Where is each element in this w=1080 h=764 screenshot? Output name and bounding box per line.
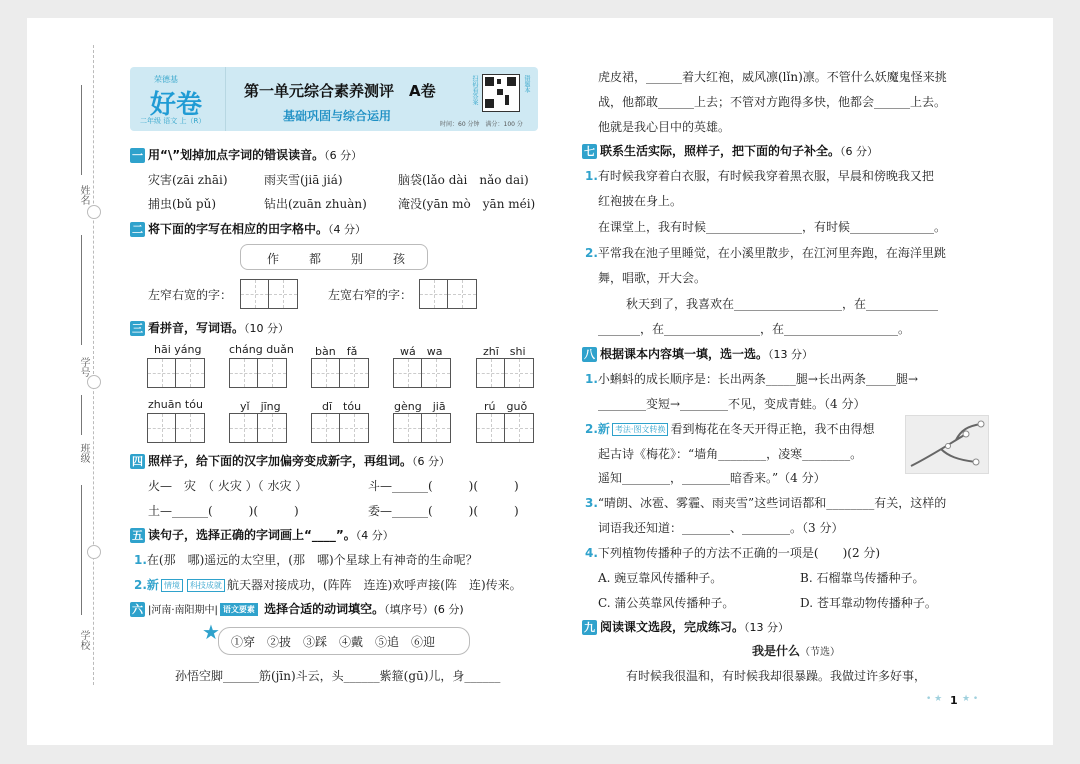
pinyin: zhī shi bbox=[483, 345, 526, 358]
answer-grid[interactable] bbox=[147, 358, 205, 388]
q8-item[interactable]: 起古诗《梅花》：“墙角________，凌寒________。 bbox=[598, 447, 863, 461]
q1-item: 钻出(zuān zhuàn) bbox=[264, 197, 367, 211]
name-label: 姓名 bbox=[78, 185, 89, 205]
q4-line: 委—______( )( ) bbox=[368, 504, 519, 518]
q6-text: 孙悟空脚______筋(jīn)斗云，头______紫箍(gū)儿，身______ bbox=[175, 669, 501, 683]
q2-char-box: 作 都 别 孩 bbox=[240, 244, 428, 270]
q1-heading: 一 用“\”划掉加点字词的错误读音。（6 分） bbox=[132, 148, 363, 162]
answer-grid[interactable] bbox=[311, 358, 369, 388]
page-deco: • ★ bbox=[926, 694, 943, 704]
q3-heading: 三 看拼音，写词语。（10 分） bbox=[132, 321, 290, 335]
q7-text: 舞，唱歌，开大会。 bbox=[598, 271, 707, 285]
q4-line: 火— 灾 （ 火灾 ）（ 水灾 ） bbox=[148, 479, 308, 493]
q7-fill[interactable]: 秋天到了，我喜欢在__________________，在____________ bbox=[626, 297, 939, 311]
q7-text: 红袍披在身上。 bbox=[598, 194, 683, 208]
q8-item[interactable]: 词语我还知道：________、________。（3 分） bbox=[598, 521, 844, 535]
pinyin: gèng jiā bbox=[394, 400, 446, 413]
q6-continued: 他就是我心目中的英雄。 bbox=[598, 120, 731, 134]
q7-heading: 七 联系生活实际，照样子，把下面的句子补全。（6 分） bbox=[584, 144, 879, 158]
q6-word-bank: ①穿 ②披 ③踩 ④戴 ⑤追 ⑥迎 bbox=[218, 627, 470, 655]
q2-grid-a[interactable] bbox=[240, 279, 298, 309]
school-label: 学校 bbox=[78, 630, 89, 650]
q1-item: 脑袋(lǎo dài nǎo dai) bbox=[398, 173, 529, 187]
q8-item[interactable]: 4.下列植物传播种子的方法不正确的一项是( )(2 分) bbox=[585, 546, 881, 560]
q8-option-b[interactable]: B. 石榴靠鸟传播种子。 bbox=[800, 571, 925, 585]
q8-item[interactable]: ________变短→________不见，变成青蛙。（4 分） bbox=[598, 397, 866, 411]
q8-option-c[interactable]: C. 蒲公英靠风传播种子。 bbox=[598, 596, 735, 610]
q8-item[interactable]: 遥知________，________暗香来。”（4 分） bbox=[598, 471, 826, 485]
passage-title: 我是什么（节选） bbox=[752, 644, 841, 658]
q1-item: 捕虫(bǔ pǔ) bbox=[148, 197, 216, 211]
qr-code-icon[interactable] bbox=[482, 74, 520, 112]
q5-heading: 五 读句子，选择正确的字词画上“____”。（4 分） bbox=[132, 528, 394, 542]
answer-grid[interactable] bbox=[393, 358, 451, 388]
pinyin: dī tóu bbox=[322, 400, 362, 413]
q8-item[interactable]: 1.小蝌蚪的成长顺序是：长出两条_____腿→长出两条_____腿→ bbox=[585, 372, 919, 386]
passage-text: 有时候我很温和，有时候我却很暴躁。我做过许多好事， bbox=[626, 669, 927, 683]
answer-grid[interactable] bbox=[476, 413, 534, 443]
q8-heading: 八 根据课本内容填一填，选一选。（13 分） bbox=[584, 347, 814, 361]
exam-title: 第一单元综合素养测评 A卷 bbox=[244, 82, 436, 100]
star-icon: ★ bbox=[202, 620, 220, 644]
q6-heading: 六 |河南·南阳期中| 语文要素 选择合适的动词填空。（填序号）(6 分) bbox=[132, 602, 464, 616]
brand-logo: 荣德基 好卷 二年级 语文 上（R） bbox=[130, 67, 226, 131]
exam-subtitle: 基础巩固与综合运用 bbox=[283, 109, 392, 123]
exam-header: 荣德基 好卷 二年级 语文 上（R） 第一单元综合素养测评 A卷 基础巩固与综合运用 扫码看答案 错题本 时间：60 分钟 满分：100 分 bbox=[130, 67, 538, 131]
pinyin: cháng duǎn bbox=[229, 343, 294, 356]
pinyin: wá wa bbox=[400, 345, 443, 358]
answer-grid[interactable] bbox=[311, 413, 369, 443]
q8-item[interactable]: 3.“晴朗、冰雹、雾霾、雨夹雪”这些词语都和________有关，这样的 bbox=[585, 496, 947, 510]
q5-sentence-1: 1.在(那 哪)遥远的太空里，(那 哪)个星球上有神奇的生命呢？ bbox=[134, 553, 478, 567]
pinyin: hāi yáng bbox=[154, 343, 202, 356]
pinyin: yǐ jīng bbox=[240, 400, 281, 413]
q9-heading: 九 阅读课文选段，完成练习。（13 分） bbox=[584, 620, 790, 634]
q2-heading: 二 将下面的字写在相应的田字格中。（4 分） bbox=[132, 222, 367, 236]
q6-continued: 虎皮裙，______着大红袍，威风凛(lǐn)凛。不管什么妖魔鬼怪来挑 bbox=[598, 70, 947, 84]
student-id-label: 学号 bbox=[78, 357, 89, 377]
q6-continued: 战，他都敢______上去；不管对方跑得多快，他都会______上去。 bbox=[598, 95, 947, 109]
q2-label-b: 左宽右窄的字： bbox=[328, 288, 413, 302]
plum-blossom-image bbox=[905, 415, 989, 474]
q7-text: 2.平常我在池子里睡觉，在小溪里散步，在江河里奔跑，在海洋里跳 bbox=[585, 246, 946, 260]
q5-sentence-2: 2.新 情境 科技成就 航天器对接成功，(阵阵 连连)欢呼声接(阵 连)传来。 bbox=[134, 578, 522, 592]
q7-fill[interactable]: _______，在________________，在___________________。 bbox=[598, 322, 911, 336]
q8-option-a[interactable]: A. 豌豆靠风传播种子。 bbox=[598, 571, 723, 585]
q8-option-d[interactable]: D. 苍耳靠动物传播种子。 bbox=[800, 596, 937, 610]
q7-fill[interactable]: 在课堂上，我有时候________________，有时候______________。 bbox=[598, 220, 947, 234]
q8-item[interactable]: 2.新 考法·图文转换 看到梅花在冬天开得正艳，我不由得想 bbox=[585, 422, 875, 436]
q4-heading: 四 照样子，给下面的汉字加偏旁变成新字，再组词。（6 分） bbox=[132, 454, 451, 468]
q4-line: 土—______( )( ) bbox=[148, 504, 299, 518]
pinyin: bàn fǎ bbox=[315, 345, 358, 358]
exam-meta: 时间：60 分钟 满分：100 分 bbox=[440, 121, 523, 128]
q4-line: 斗—______( )( ) bbox=[368, 479, 519, 493]
pinyin: zhuān tóu bbox=[148, 398, 203, 411]
page-deco: ★ • bbox=[962, 694, 979, 704]
class-label: 班级 bbox=[78, 443, 89, 463]
q7-text: 1.有时候我穿着白衣服，有时候我穿着黑衣服，早晨和傍晚我又把 bbox=[585, 169, 934, 183]
q2-grid-b[interactable] bbox=[419, 279, 477, 309]
q1-item: 灾害(zāi zhāi) bbox=[148, 173, 228, 187]
answer-grid[interactable] bbox=[147, 413, 205, 443]
q1-item: 雨夹雪(jiā jiá) bbox=[264, 173, 343, 187]
q1-item: 淹没(yān mò yān méi) bbox=[398, 197, 536, 211]
pinyin: rú guǒ bbox=[484, 400, 528, 413]
page-number: 1 bbox=[950, 694, 958, 707]
binding-strip bbox=[70, 45, 120, 685]
answer-grid[interactable] bbox=[476, 358, 534, 388]
answer-grid[interactable] bbox=[229, 358, 287, 388]
answer-grid[interactable] bbox=[393, 413, 451, 443]
q2-label-a: 左窄右宽的字： bbox=[148, 288, 233, 302]
answer-grid[interactable] bbox=[229, 413, 287, 443]
